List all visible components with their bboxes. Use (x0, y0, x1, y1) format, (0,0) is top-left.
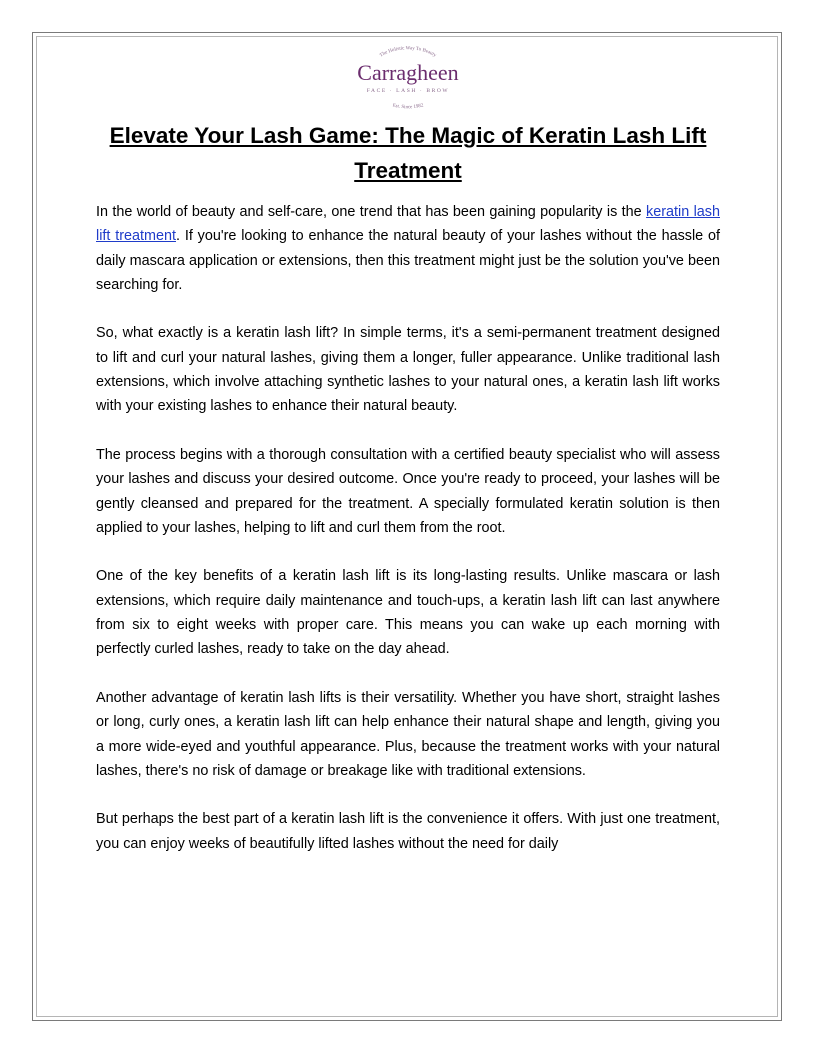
paragraph (96, 200, 720, 297)
logo-subtitle: FACE · LASH · BROW (366, 88, 450, 94)
svg-text:Est. Since 1982 (392, 103, 425, 110)
article-body (96, 200, 720, 880)
paragraph: The process begins with a thorough consultation with a certified beauty specialist who will assess your lashes and discuss your desired outcome. Once you're ready to proceed, your lashes will be gently cleansed and prepared for the treatment. A specially formulated keratin solution is then applied to your lashes, helping to lift and curl them from the root. (96, 446, 720, 536)
paragraph: So, what exactly is a keratin lash lift? In simple terms, it's a semi-permanent treatment designed to lift and curl your natural lashes, giving them a longer, fuller appearance. Unlike traditional lash extensions, which involve attaching synthetic lashes to your natural ones, a keratin lash lift works with your existing lashes to enhance their natural beauty. (96, 325, 720, 415)
paragraph-text: In the world of beauty and self-care, one trend that has been gaining popularity is the (96, 204, 647, 220)
paragraph: One of the key benefits of a keratin lash lift is its long-lasting results. Unlike mascara or lash extensions, which require daily maintenance and touch-ups, a keratin lash lift can last anywhere from six to eight weeks with proper care. This means you can wake up each morning with perfectly curled lashes, ready to take on the day ahead. (96, 568, 720, 658)
keratin-lash-lift-link[interactable]: keratin lash lift treatment (96, 204, 720, 245)
paragraph-text: . If you're looking to enhance the natural beauty of your lashes without the hassle of daily mascara application or extensions, then this treatment might just be the solution you've been searching for. (96, 228, 720, 293)
paragraph: Another advantage of keratin lash lifts is their versatility. Whether you have short, straight lashes or long, curly ones, a keratin lash lift can help enhance their natural shape and length, giving you a more wide-eyed and youthful appearance. Plus, because the treatment works with your natural lashes, there's no risk of damage or breakage like with traditional extensions. (96, 689, 720, 779)
logo-arc-top-text: The Holistic Way To Beauty (379, 46, 437, 59)
carragheen-logo (344, 44, 472, 110)
page-title: Elevate Your Lash Game: The Magic of Keratin Lash Lift Treatment (109, 123, 707, 183)
logo-name: Carragheen (357, 60, 459, 85)
svg-text:The Holistic Way To Beauty (379, 46, 437, 59)
paragraph: But perhaps the best part of a keratin lash lift is the convenience it offers. With just one treatment, you can enjoy weeks of beautifully lifted lashes without the need for daily (96, 811, 720, 852)
logo-arc-bottom-text: Est. Since 1982 (391, 103, 425, 110)
